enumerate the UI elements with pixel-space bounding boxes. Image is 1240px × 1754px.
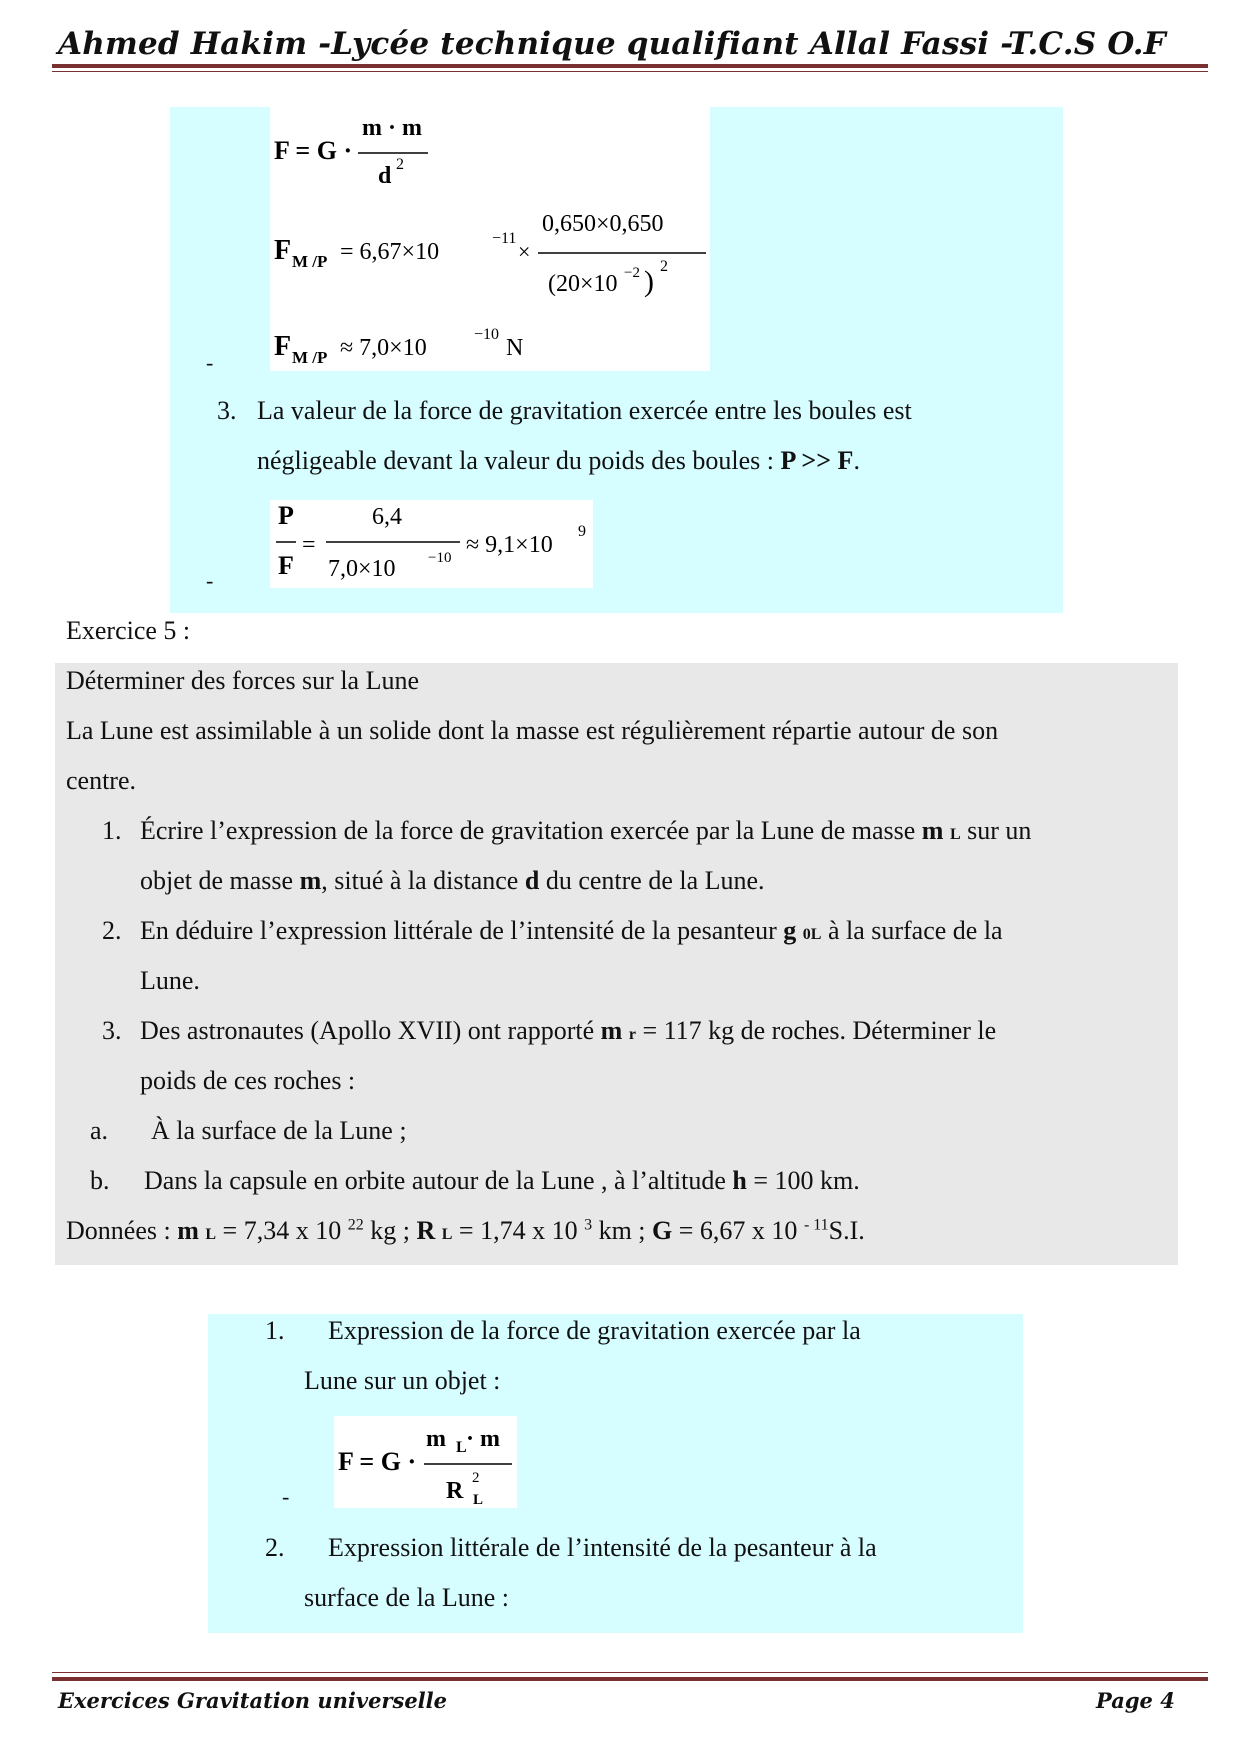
exercise-data: Données : m L = 7,34 x 10 $^{22}$ kg ; R L = 1,74 x 10 $^3$ km ; G = 6,67 x 10 $^{- 11}$S.I. [66,1216,865,1245]
exercise-title: Déterminer des forces sur la Lune [66,666,420,695]
ratio-exp: 9 [578,523,586,540]
exercise-heading: Exercice 5 : [66,616,191,645]
question-3-number: 3. [102,1016,122,1045]
footer-title: Exercices Gravitation universelle [58,1688,447,1713]
ratio-num-val: 6,4 [372,504,402,530]
formula-moon-gravitation [334,1416,517,1508]
question-a-text: À la surface de la Lune ; [151,1116,407,1145]
moon-formula-lhs: F = G · [338,1447,417,1476]
sol5-item2-number: 2. [265,1533,285,1562]
page-header-title: Ahmed Hakim -Lycée technique qualifiant Allal Fassi -T.C.S O.F [58,26,1166,62]
formula-f-general-den: d [378,163,392,189]
question-b-text: Dans la capsule en orbite autour de la Lune , à l’altitude h = 100 km. [144,1166,860,1195]
question-2-number: 2. [102,916,122,945]
formula-f-general-num: m · m [362,115,422,141]
question-3-line2: poids de ces roches : [140,1066,356,1095]
formula-f-numeric-den-pow: 2 [660,258,668,275]
question-a-letter: a. [90,1116,109,1145]
moon-formula-num-rest: · m [466,1426,500,1452]
formula-f-numeric-lhs: F [274,235,292,266]
formula-f-result-approx: ≈ 7,0×10 [340,335,427,361]
ex4-item3-line2: négligeable devant la valeur du poids des boules : P >> F. [257,446,860,475]
exercise-intro-line1: La Lune est assimilable à un solide dont la masse est régulièrement répartie autour de son [66,716,999,745]
formula-f-general-lhs: F = G · [274,136,353,165]
sol5-item1-line1: Expression de la force de gravitation exercée par la [328,1316,861,1345]
moon-formula-den-sub: L [473,1492,484,1508]
sol5-item2-line2: surface de la Lune : [304,1583,510,1612]
formula-gravitation-svg [270,107,710,371]
moon-formula-num-sub: L [456,1439,467,1456]
sol5-item1-number: 1. [265,1316,285,1345]
moon-formula-den-sup: 2 [472,1470,480,1486]
dash-marker: - [282,1484,290,1509]
ex4-item3-number: 3. [217,396,237,425]
moon-formula-num-m: m [426,1426,446,1452]
formula-ratio [270,500,593,588]
question-2-line2: Lune. [140,966,200,995]
formula-f-numeric-den-exp: −2 [624,265,640,281]
header-rule-thin [52,71,1208,72]
formula-f-result-sub: M /P [292,348,328,367]
formula-f-numeric-sub: M /P [292,252,328,271]
footer-rule-thick [52,1677,1208,1681]
question-b-letter: b. [90,1166,110,1195]
ex4-item3-line1: La valeur de la force de gravitation exercée entre les boules est [257,396,912,425]
formula-f-numeric-den-close: ) [644,265,654,298]
svg-text:2: 2 [396,156,404,173]
ratio-den: F [278,551,294,580]
question-1-line1: Écrire l’expression de la force de gravitation exercée par la Lune de masse m L sur un [140,816,1032,845]
formula-moon-svg [334,1416,517,1508]
question-3-line1: Des astronautes (Apollo XVII) ont rapporté m r = 117 kg de roches. Déterminer le [140,1016,997,1045]
formula-f-result-unit: N [506,335,524,361]
formula-f-result-exp: −10 [474,326,500,343]
formula-f-numeric-den: (20×10 [548,271,618,297]
formula-f-numeric-eq: = 6,67×10 [340,239,440,265]
formula-ratio-svg [270,500,593,588]
formula-gravitation [270,107,710,371]
footer-page-number: Page 4 [1096,1688,1175,1713]
exercise-intro-line2: centre. [66,766,137,795]
ratio-num: P [278,501,294,530]
sol5-item2-line1: Expression littérale de l’intensité de la pesanteur à la [328,1533,877,1562]
question-1-number: 1. [102,816,122,845]
formula-f-numeric-times: × [518,239,531,264]
ratio-den-exp: −10 [428,550,452,566]
sol5-item1-line2: Lune sur un objet : [304,1366,501,1395]
formula-f-result-lhs: F [274,331,292,362]
question-2-line1: En déduire l’expression littérale de l’intensité de la pesanteur g 0L à la surface de la [140,916,1003,945]
ratio-approx: ≈ 9,1×10 [466,532,553,558]
question-1-line2: objet de masse m, situé à la distance d du centre de la Lune. [140,866,765,895]
formula-f-numeric-num: 0,650×0,650 [542,211,664,237]
header-rule-thick [52,64,1208,68]
ratio-den-val: 7,0×10 [328,556,396,582]
footer-rule-thin [52,1672,1208,1673]
moon-formula-den: R [446,1478,464,1504]
ratio-eq: = [302,532,316,558]
formula-f-numeric-exp: −11 [492,230,517,247]
dash-marker: - [206,350,214,375]
dash-marker: - [206,568,214,593]
